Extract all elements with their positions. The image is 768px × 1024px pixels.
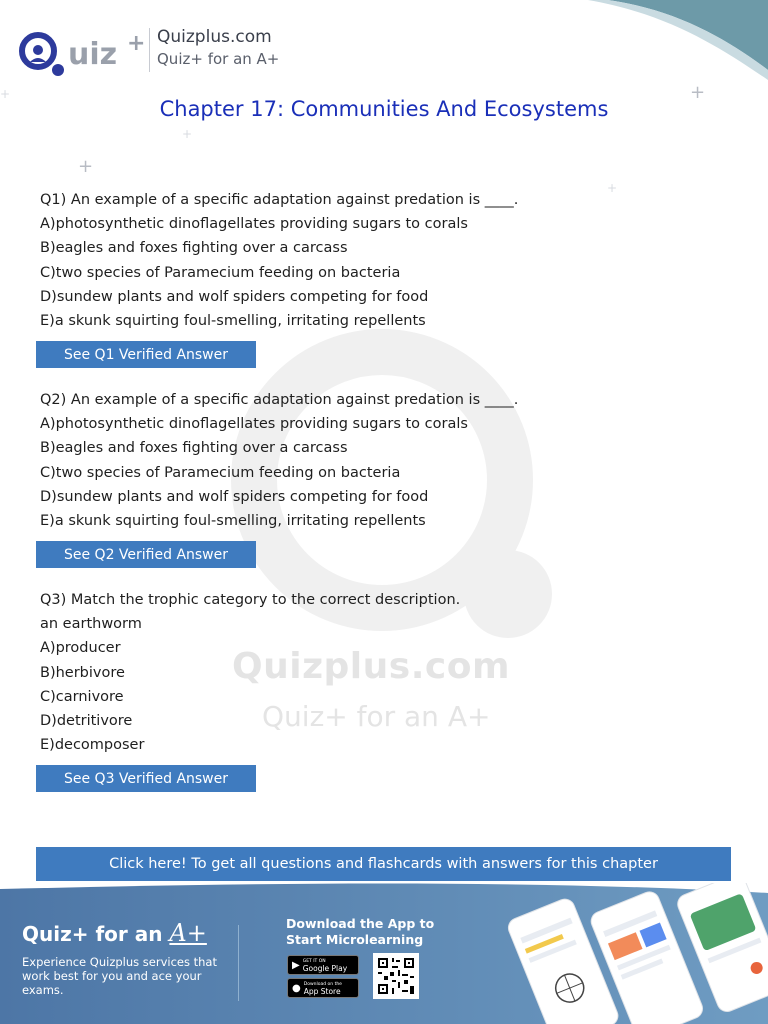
see-q2-answer-button[interactable]: See Q2 Verified Answer [36,541,256,568]
question-3 [40,588,730,757]
logo-text: uiz [68,37,118,72]
plus-decoration: + [78,156,94,177]
chapter-title: Chapter 17: Communities And Ecosystems [159,97,609,121]
question-2 [40,388,730,533]
get-all-questions-button[interactable]: Click here! To get all questions and flashcards with answers for this chapter [36,847,731,881]
header-divider [149,28,150,72]
play-store-icon: ▶ [292,959,300,971]
footer-title-aplus: A+ [169,919,207,947]
plus-decoration: + [0,87,11,101]
app-store-label: App Store [303,987,341,996]
answer-option: E)a skunk squirting foul-smelling, irritating repellents [40,513,426,530]
brand-tagline: Quiz+ for an A+ [157,50,280,68]
plus-decoration: + [182,127,193,141]
footer-subtitle: Experience Quizplus services that work best for you and ace your exams. [22,955,217,997]
plus-decoration: + [690,82,706,103]
quizplus-logo-icon [16,26,151,78]
answer-option: C)two species of Paramecium feeding on bacteria [40,464,401,481]
question-prompt: Q1) An example of a specific adaptation against predation is ____. [40,192,519,208]
brand-name: Quizplus.com [157,27,272,47]
qr-code-icon[interactable] [373,953,419,999]
logo-plus: + [127,31,146,56]
answer-option: D)sundew plants and wolf spiders competing for food [40,288,429,305]
answer-option: A)producer [40,640,121,657]
answer-option: C)two species of Paramecium feeding on bacteria [40,264,401,281]
answer-option: A)photosynthetic dinoflagellates providing sugars to corals [40,216,468,233]
app-store-small-label: Download on the [303,982,342,987]
see-q3-answer-button[interactable]: See Q3 Verified Answer [36,765,256,792]
download-app-text: Download the App to Start Microlearning [286,916,435,947]
answer-option: B)herbivore [40,664,125,681]
see-q1-answer-button[interactable]: See Q1 Verified Answer [36,341,256,368]
question-1 [40,188,730,333]
footer-divider [238,925,239,1001]
plus-decoration: + [607,181,618,195]
footer-banner [0,883,768,1024]
google-play-small-label: GET IT ON [302,959,326,964]
answer-option: D)sundew plants and wolf spiders competing for food [40,488,429,505]
footer-title [22,919,207,947]
app-phones-illustration [505,883,768,1024]
answer-option: A)photosynthetic dinoflagellates providing sugars to corals [40,416,468,433]
answer-option: E)decomposer [40,737,145,754]
apple-icon: ● [292,982,301,994]
corner-wave-decoration [568,0,768,103]
answer-option: D)detritivore [40,713,133,730]
answer-option: C)carnivore [40,688,124,705]
question-subprompt: an earthworm [40,616,142,633]
google-play-badge[interactable] [287,955,359,975]
watermark-tagline: Quiz+ for an A+ [262,700,491,733]
footer-title-text: Quiz+ for an [22,922,170,946]
answer-option: E)a skunk squirting foul-smelling, irritating repellents [40,313,426,330]
google-play-label: Google Play [302,964,348,973]
app-store-badge[interactable] [287,978,359,998]
question-prompt: Q3) Match the trophic category to the correct description. [40,592,461,608]
answer-option: B)eagles and foxes fighting over a carcass [40,440,348,457]
answer-option: B)eagles and foxes fighting over a carcass [40,240,348,257]
watermark-brand: Quizplus.com [232,646,510,687]
question-prompt: Q2) An example of a specific adaptation against predation is ____. [40,392,519,408]
